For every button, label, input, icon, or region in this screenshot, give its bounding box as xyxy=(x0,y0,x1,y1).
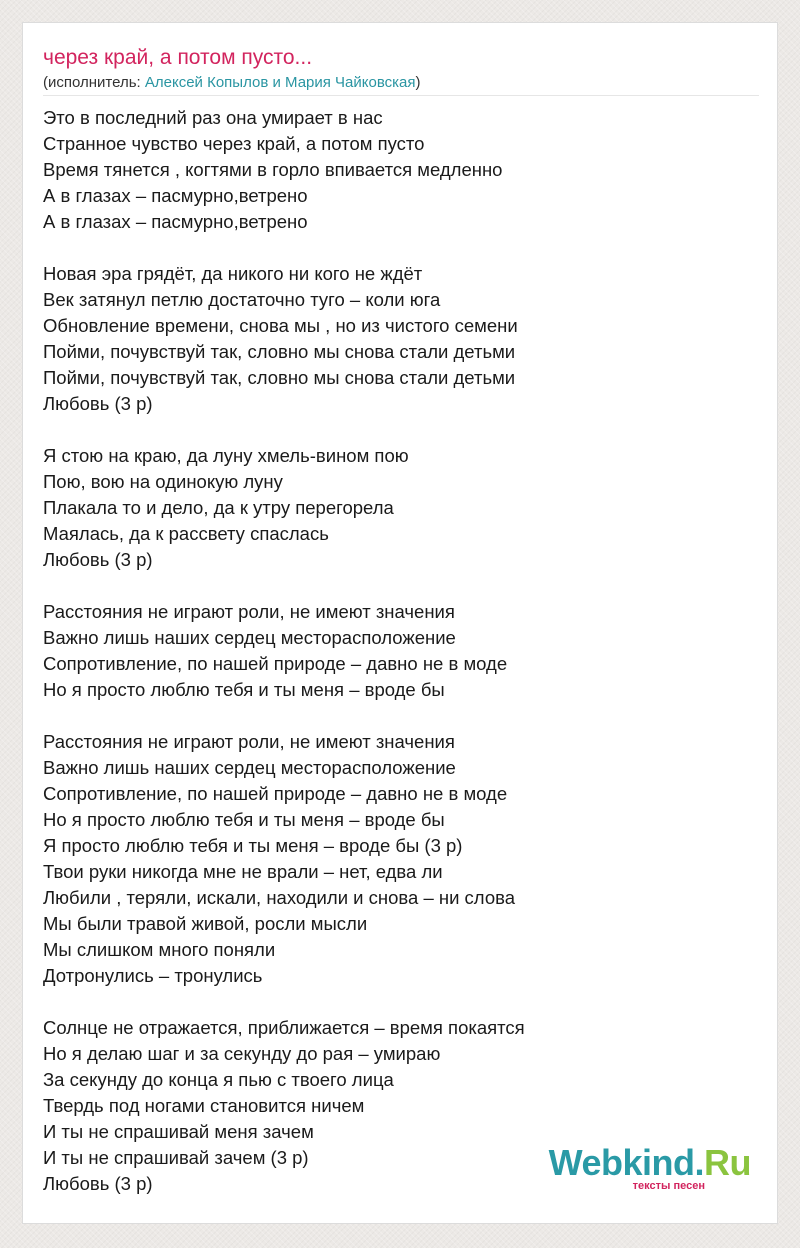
lyric-line: Расстояния не играют роли, не имеют значения xyxy=(43,731,455,752)
lyric-line: Мы слишком много поняли xyxy=(43,939,276,960)
lyric-line: Пою, вою на одинокую луну xyxy=(43,471,283,492)
artist-line xyxy=(43,73,421,93)
lyric-line: Пойми, почувствуй так, словно мы снова стали детьми xyxy=(43,367,516,388)
lyric-line: И ты не спрашивай зачем (3 р) xyxy=(43,1147,309,1168)
lyric-line: Странное чувство через край, а потом пусто xyxy=(43,133,425,154)
lyrics-text xyxy=(43,105,759,1197)
stanza-break xyxy=(43,417,759,443)
lyric-line: Я стою на краю, да луну хмель-вином пою xyxy=(43,445,409,466)
lyric-line: Плакала то и дело, да к утру перегорела xyxy=(43,497,394,518)
lyric-line: Дотронулись – тронулись xyxy=(43,965,263,986)
lyric-line: Солнце не отражается, приближается – время покаятся xyxy=(43,1017,525,1038)
lyric-line: Это в последний раз она умирает в нас xyxy=(43,107,383,128)
lyric-line: Любовь (3 р) xyxy=(43,549,153,570)
stanza-break xyxy=(43,989,759,1015)
lyric-line: Важно лишь наших сердец месторасположение xyxy=(43,627,456,648)
lyric-line: Расстояния не играют роли, не имеют значения xyxy=(43,601,455,622)
lyric-line: Важно лишь наших сердец месторасположение xyxy=(43,757,456,778)
logo-subtitle: тексты песен xyxy=(632,1180,705,1192)
lyric-line: За секунду до конца я пью с твоего лица xyxy=(43,1069,394,1090)
lyrics-card xyxy=(22,22,778,1224)
stanza-break xyxy=(43,703,759,729)
lyric-line: Век затянул петлю достаточно туго – коли юга xyxy=(43,289,441,310)
lyric-line: Пойми, почувствуй так, словно мы снова стали детьми xyxy=(43,341,516,362)
lyric-line: Сопротивление, по нашей природе – давно не в моде xyxy=(43,653,508,674)
logo-tld: Ru xyxy=(704,1142,751,1183)
lyric-line: Любили , теряли, искали, находили и снова – ни слова xyxy=(43,887,516,908)
lyric-line: Твердь под ногами становится ничем xyxy=(43,1095,365,1116)
lyric-line: Новая эра грядёт, да никого ни кого не ждёт xyxy=(43,263,423,284)
logo-dot: . xyxy=(694,1142,704,1183)
artist-suffix: ) xyxy=(415,74,421,91)
artist-link[interactable]: Алексей Копылов и Мария Чайковская xyxy=(144,74,416,91)
lyric-line: Я просто люблю тебя и ты меня – вроде бы (3 р) xyxy=(43,835,463,856)
lyric-line: Твои руки никогда мне не врали – нет, едва ли xyxy=(43,861,443,882)
logo-word: Webkind xyxy=(548,1142,695,1183)
lyric-line: Сопротивление, по нашей природе – давно не в моде xyxy=(43,783,508,804)
lyric-line: Мы были травой живой, росли мысли xyxy=(43,913,368,934)
lyric-line: Но я просто люблю тебя и ты меня – вроде бы xyxy=(43,679,445,700)
stanza-break xyxy=(43,235,759,261)
lyric-line: Обновление времени, снова мы , но из чистого семени xyxy=(43,315,518,336)
song-title: через край, а потом пусто... xyxy=(43,46,313,69)
divider xyxy=(43,95,759,96)
stanza-break xyxy=(43,573,759,599)
lyric-line: И ты не спрашивай меня зачем xyxy=(43,1121,314,1142)
lyric-line: Маялась, да к рассвету спаслась xyxy=(43,523,329,544)
lyric-line: Любовь (3 р) xyxy=(43,393,153,414)
artist-prefix: (исполнитель: xyxy=(43,74,145,91)
lyric-line: Но я делаю шаг и за секунду до рая – умираю xyxy=(43,1043,441,1064)
lyric-line: А в глазах – пасмурно,ветрено xyxy=(43,211,308,232)
lyric-line: Любовь (3 р) xyxy=(43,1173,153,1194)
lyric-line: Но я просто люблю тебя и ты меня – вроде бы xyxy=(43,809,445,830)
lyric-line: Время тянется , когтями в горло впивается медленно xyxy=(43,159,503,180)
webkind-logo[interactable] xyxy=(548,1141,751,1201)
lyric-line: А в глазах – пасмурно,ветрено xyxy=(43,185,308,206)
